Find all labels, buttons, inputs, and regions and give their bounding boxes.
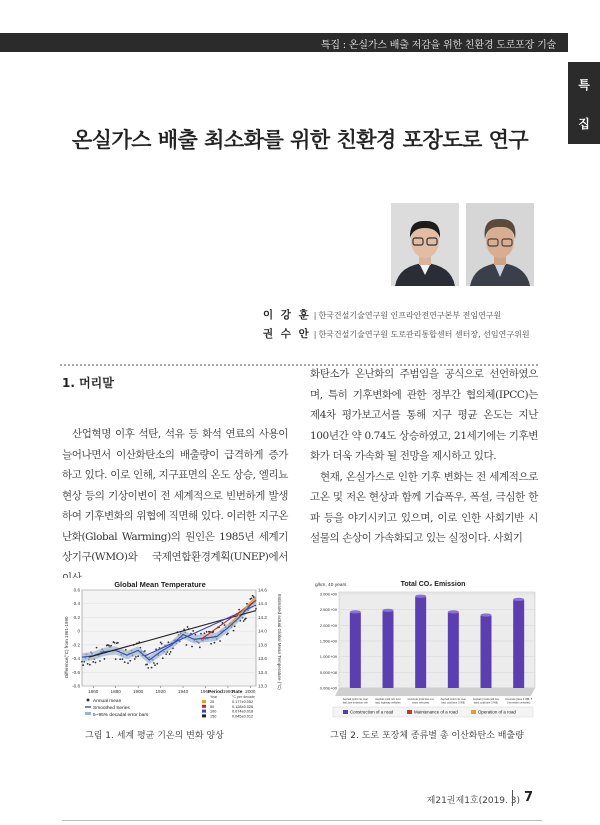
annual-mean-point: [122, 658, 124, 660]
annual-mean-point: [192, 630, 194, 632]
y2-tick-label: 14.6: [258, 587, 267, 593]
x-tick-label: 2000: [245, 689, 256, 694]
annual-mean-point: [206, 631, 208, 633]
y2-tick-label: 14.0: [258, 628, 267, 634]
author-affiliation-2: 한국건설기술연구원 도로관리통합센터 센터장, 선임연구위원: [318, 330, 530, 339]
rate-table-subheader-unit: °C per decade: [232, 695, 256, 699]
annual-mean-point: [187, 626, 189, 628]
author-list: [263, 306, 530, 344]
author-row-2: 권 수 안 | 한국건설기술연구원 도로관리통합센터 센터장, 선임연구위원: [263, 328, 530, 340]
y-tick-label: 0: [77, 628, 80, 634]
rate-period: 50: [210, 704, 215, 709]
y-tick-label: 1.00E+09: [319, 654, 337, 660]
annual-mean-point: [161, 643, 163, 645]
annual-mean-point: [151, 667, 153, 669]
chart-title: Total CO₂ Emission: [400, 581, 466, 588]
y-tick-label: 0.6: [73, 587, 80, 593]
paragraph: 현재, 온실가스로 인한 기후 변화는 전 세계적으로 고온 및 저온 현상과 함께 기습폭우, 폭설, 극심한 한파 등을 야기시키고 있으며, 이로 인한 사회기반 시설물의 손상이 가속화되고 있는 실정이다. 사회기: [310, 470, 538, 544]
annual-mean-point: [251, 597, 253, 599]
left-text-column: [62, 424, 288, 588]
y2-tick-label: 13.3: [258, 683, 267, 689]
annual-mean-point: [224, 624, 226, 626]
y-tick-label: 5.00E+08: [319, 669, 337, 675]
author-photo-1: [391, 203, 459, 286]
right-text-column: [310, 364, 538, 549]
author-name-1: 이 강 훈: [263, 309, 311, 321]
y-tick-label: -0.8: [72, 683, 80, 689]
x-tick-label: 1960: [200, 689, 211, 694]
category-label-cont: laid, low emission veh: [342, 701, 368, 705]
chart-floor: [335, 688, 535, 696]
y2-axis-label: Estimated actual Global Mean Temperature (°C): [277, 594, 282, 690]
running-header-text: 특집 : 온실가스 배출 저감을 위한 친환경 도로포장 기술: [320, 40, 556, 51]
annual-mean-point: [210, 643, 212, 645]
bottom-rule: [62, 820, 542, 821]
rate-value: 0.045±0.012: [232, 714, 254, 719]
figure-1: [60, 578, 285, 720]
rate-table-header-period: Period: [208, 690, 223, 695]
annual-mean-point: [255, 608, 257, 610]
annual-mean-point: [162, 657, 164, 659]
category-label-cont: laid, cold lane 3 WB,: [441, 701, 466, 705]
chart-title: Global Mean Temperature: [114, 580, 206, 589]
y-axis-label: g/km, 40 years: [315, 583, 347, 588]
bar-cap: [481, 613, 492, 616]
bar: [350, 613, 361, 688]
paragraph: 화탄소가 온난화의 주범임을 공식으로 선언하였으며, 특히 기후변화에 관한 정부간 협의체(IPCC)는 제4차 평가보고서를 통해 지구 평균 온도는 지난 100년간 약 0.74도 상승하였고, 21세기에는 기후변화가 더욱 가속화 될 전망을 제시하고 있다.: [310, 368, 538, 462]
annual-mean-point: [219, 640, 221, 642]
category-label: Concrete (cold low emi: [407, 698, 434, 701]
annual-mean-point: [108, 645, 110, 647]
y-tick-label: 2.00E+09: [319, 622, 337, 628]
annual-mean-point: [214, 642, 216, 644]
y-tick-label: -0.2: [72, 642, 80, 648]
annual-mean-point: [119, 658, 121, 660]
rate-value: 0.074±0.018: [232, 709, 254, 714]
paragraph: 산업혁명 이후 석탄, 석유 등 화석 연료의 사용이 늘어나면서 이산화탄소의 배출량이 급격하게 증가하고 있다. 이로 인해, 지구표면의 온도 상승, 엘리뇨 현상 등의 기상이변이 전 세계적으로 빈번하게 발생하여 기후변화의 위협에 직면해 있다. 이러한 지구온난화(Global Warming)의 원인은 1985년 세계기상기구(WMO)와 국제연합환경계획(UNEP)에서: [62, 428, 288, 563]
bar-cap: [383, 609, 394, 612]
annual-mean-point: [238, 609, 240, 611]
category-label-cont: rlaid, cold lane 3 WB,: [473, 701, 499, 705]
legend-annual-mean: Annual mean: [93, 699, 122, 704]
category-label: Concrete (lane 3 WB, 5: [505, 698, 533, 701]
annual-mean-point: [104, 658, 106, 660]
annual-mean-point: [154, 664, 156, 666]
annual-mean-point: [124, 661, 126, 663]
total-co2-emission-chart: [313, 578, 541, 720]
annual-mean-point: [92, 661, 94, 663]
rate-swatch: [202, 714, 206, 717]
figure-2-caption: 그림 2. 도로 포장체 종류별 총 이산화탄소 배출량: [330, 731, 524, 741]
legend-swatch: [407, 710, 412, 714]
annual-mean-point: [83, 661, 85, 663]
bar: [481, 616, 492, 688]
y-tick-label: 3.00E+09: [319, 591, 337, 597]
category-label: Asphalt (cold mix over: [440, 698, 467, 701]
rate-period: 150: [210, 714, 217, 719]
annual-mean-point: [203, 632, 205, 634]
category-label: Asphalt (cold mix over: [342, 698, 369, 701]
author-row-1: 이 강 훈 | 한국건설기술연구원 인프라안전연구본부 전임연구원: [263, 309, 502, 321]
annual-mean-point: [87, 663, 89, 665]
rate-swatch: [202, 705, 206, 708]
annual-mean-point: [245, 617, 247, 619]
annual-mean-point: [170, 651, 172, 653]
page-number: 7: [524, 790, 534, 805]
category-label-cont: laid, highway vehicles: [375, 701, 401, 705]
annual-mean-point: [146, 663, 148, 665]
annual-mean-point: [82, 664, 84, 666]
rate-period: 25: [210, 700, 215, 704]
y-tick-label: 2.50E+09: [319, 607, 337, 613]
legend-label: Maintenance of a road: [414, 709, 458, 715]
legend-smoothed: Smoothed Series: [93, 706, 130, 711]
y-axis-label: Difference(°C) from 1961-1990: [64, 616, 69, 678]
bar: [383, 611, 394, 688]
annual-mean-point: [137, 655, 139, 657]
x-tick-label: 1900: [133, 689, 144, 694]
annual-mean-point: [156, 663, 158, 665]
rate-table-header-rate: Rate: [232, 690, 243, 695]
y2-tick-label: 13.6: [258, 656, 267, 662]
side-tab-char-1: 특: [578, 78, 590, 92]
annual-mean-point: [96, 647, 98, 649]
annual-mean-point: [89, 664, 91, 666]
global-mean-temperature-chart: [60, 578, 285, 720]
y-tick-label: 1.50E+09: [319, 638, 337, 644]
bar-cap: [448, 610, 459, 613]
x-tick-label: 1860: [88, 689, 99, 694]
annual-mean-point: [110, 645, 112, 647]
annual-mean-point: [147, 667, 149, 669]
author-affiliation-1: 한국건설기술연구원 인프라안전연구본부 전임연구원: [318, 311, 502, 320]
annual-mean-point: [95, 662, 97, 664]
legend-swatch: [471, 710, 476, 714]
bar: [415, 597, 426, 688]
rate-value: 0.128±0.026: [232, 704, 254, 709]
legend-label: Construction of a road: [350, 709, 394, 715]
figure-2: [313, 578, 541, 720]
rate-value: 0.177±0.052: [232, 700, 254, 704]
legend-error-bars: 5~95% decadal error bars: [93, 713, 149, 718]
annual-mean-point: [114, 642, 116, 644]
category-label: Asphalt (cold mix over: [375, 698, 401, 701]
figure-1-caption: 그림 1. 세계 평균 기온의 변화 양상: [85, 731, 224, 741]
annual-mean-point: [199, 646, 201, 648]
annual-mean-point: [227, 632, 229, 634]
bar-cap: [350, 610, 361, 613]
rate-swatch: [202, 710, 206, 713]
annual-mean-point: [127, 662, 129, 664]
x-tick-label: 1920: [155, 689, 166, 694]
annual-mean-point: [243, 620, 245, 622]
annual-mean-point: [135, 656, 137, 658]
annual-mean-point: [169, 653, 171, 655]
category-label: Asphalt (mold cold ove: [472, 698, 500, 701]
legend-annual-mean-marker: [87, 699, 90, 702]
y-tick-label: -0.4: [72, 656, 80, 662]
side-tab-char-2: 집: [578, 117, 590, 131]
author-name-2: 권 수 안: [263, 328, 311, 340]
legend-error-bar-marker: [85, 712, 91, 715]
annual-mean-point: [186, 644, 188, 646]
annual-mean-point: [200, 633, 202, 635]
author-photo-2: [466, 203, 534, 286]
category-label-cont: ssion vehicles): [412, 701, 430, 705]
annual-mean-point: [129, 660, 131, 662]
article-title: 온실가스 배출 최소화를 위한 친환경 포장도로 연구: [71, 128, 529, 152]
plot-area: [339, 592, 535, 688]
annual-mean-point: [99, 660, 101, 662]
y2-tick-label: 14.4: [258, 601, 267, 607]
x-tick-label: 1880: [110, 689, 121, 694]
y2-tick-label: 13.8: [258, 642, 267, 648]
bar-cap: [415, 595, 426, 598]
issue-label: 제21권제1호(2019. 3): [426, 796, 520, 806]
category-label-cont: 0 emission vehicles): [506, 701, 531, 705]
rate-swatch: [202, 700, 206, 703]
x-tick-label: 1980: [222, 689, 234, 694]
legend-label: Operation of a road: [478, 709, 516, 715]
annual-mean-point: [134, 658, 136, 660]
y2-tick-label: 14.2: [258, 614, 267, 620]
y-tick-label: 0.2: [73, 614, 80, 620]
y-tick-label: 0.00E+00: [319, 685, 337, 691]
legend-swatch: [343, 710, 348, 714]
annual-mean-point: [115, 658, 117, 660]
annual-mean-point: [165, 653, 167, 655]
bar: [513, 600, 524, 688]
rate-period: 100: [210, 709, 217, 714]
y2-tick-label: 13.4: [258, 669, 267, 675]
x-tick-label: 1940: [177, 689, 189, 694]
bar-cap: [513, 598, 524, 601]
y-tick-label: 0.4: [73, 601, 80, 607]
annual-mean-point: [153, 662, 155, 664]
rate-table-subheader-year: Year: [210, 695, 218, 699]
y-tick-label: -0.6: [72, 669, 80, 675]
annual-mean-point: [117, 642, 119, 644]
running-header: [0, 33, 568, 52]
page-number-separator: [512, 790, 513, 806]
annual-mean-point: [233, 630, 235, 632]
annual-mean-point: [191, 646, 193, 648]
bar: [448, 613, 459, 688]
section-heading: 1. 머리말: [62, 376, 114, 390]
